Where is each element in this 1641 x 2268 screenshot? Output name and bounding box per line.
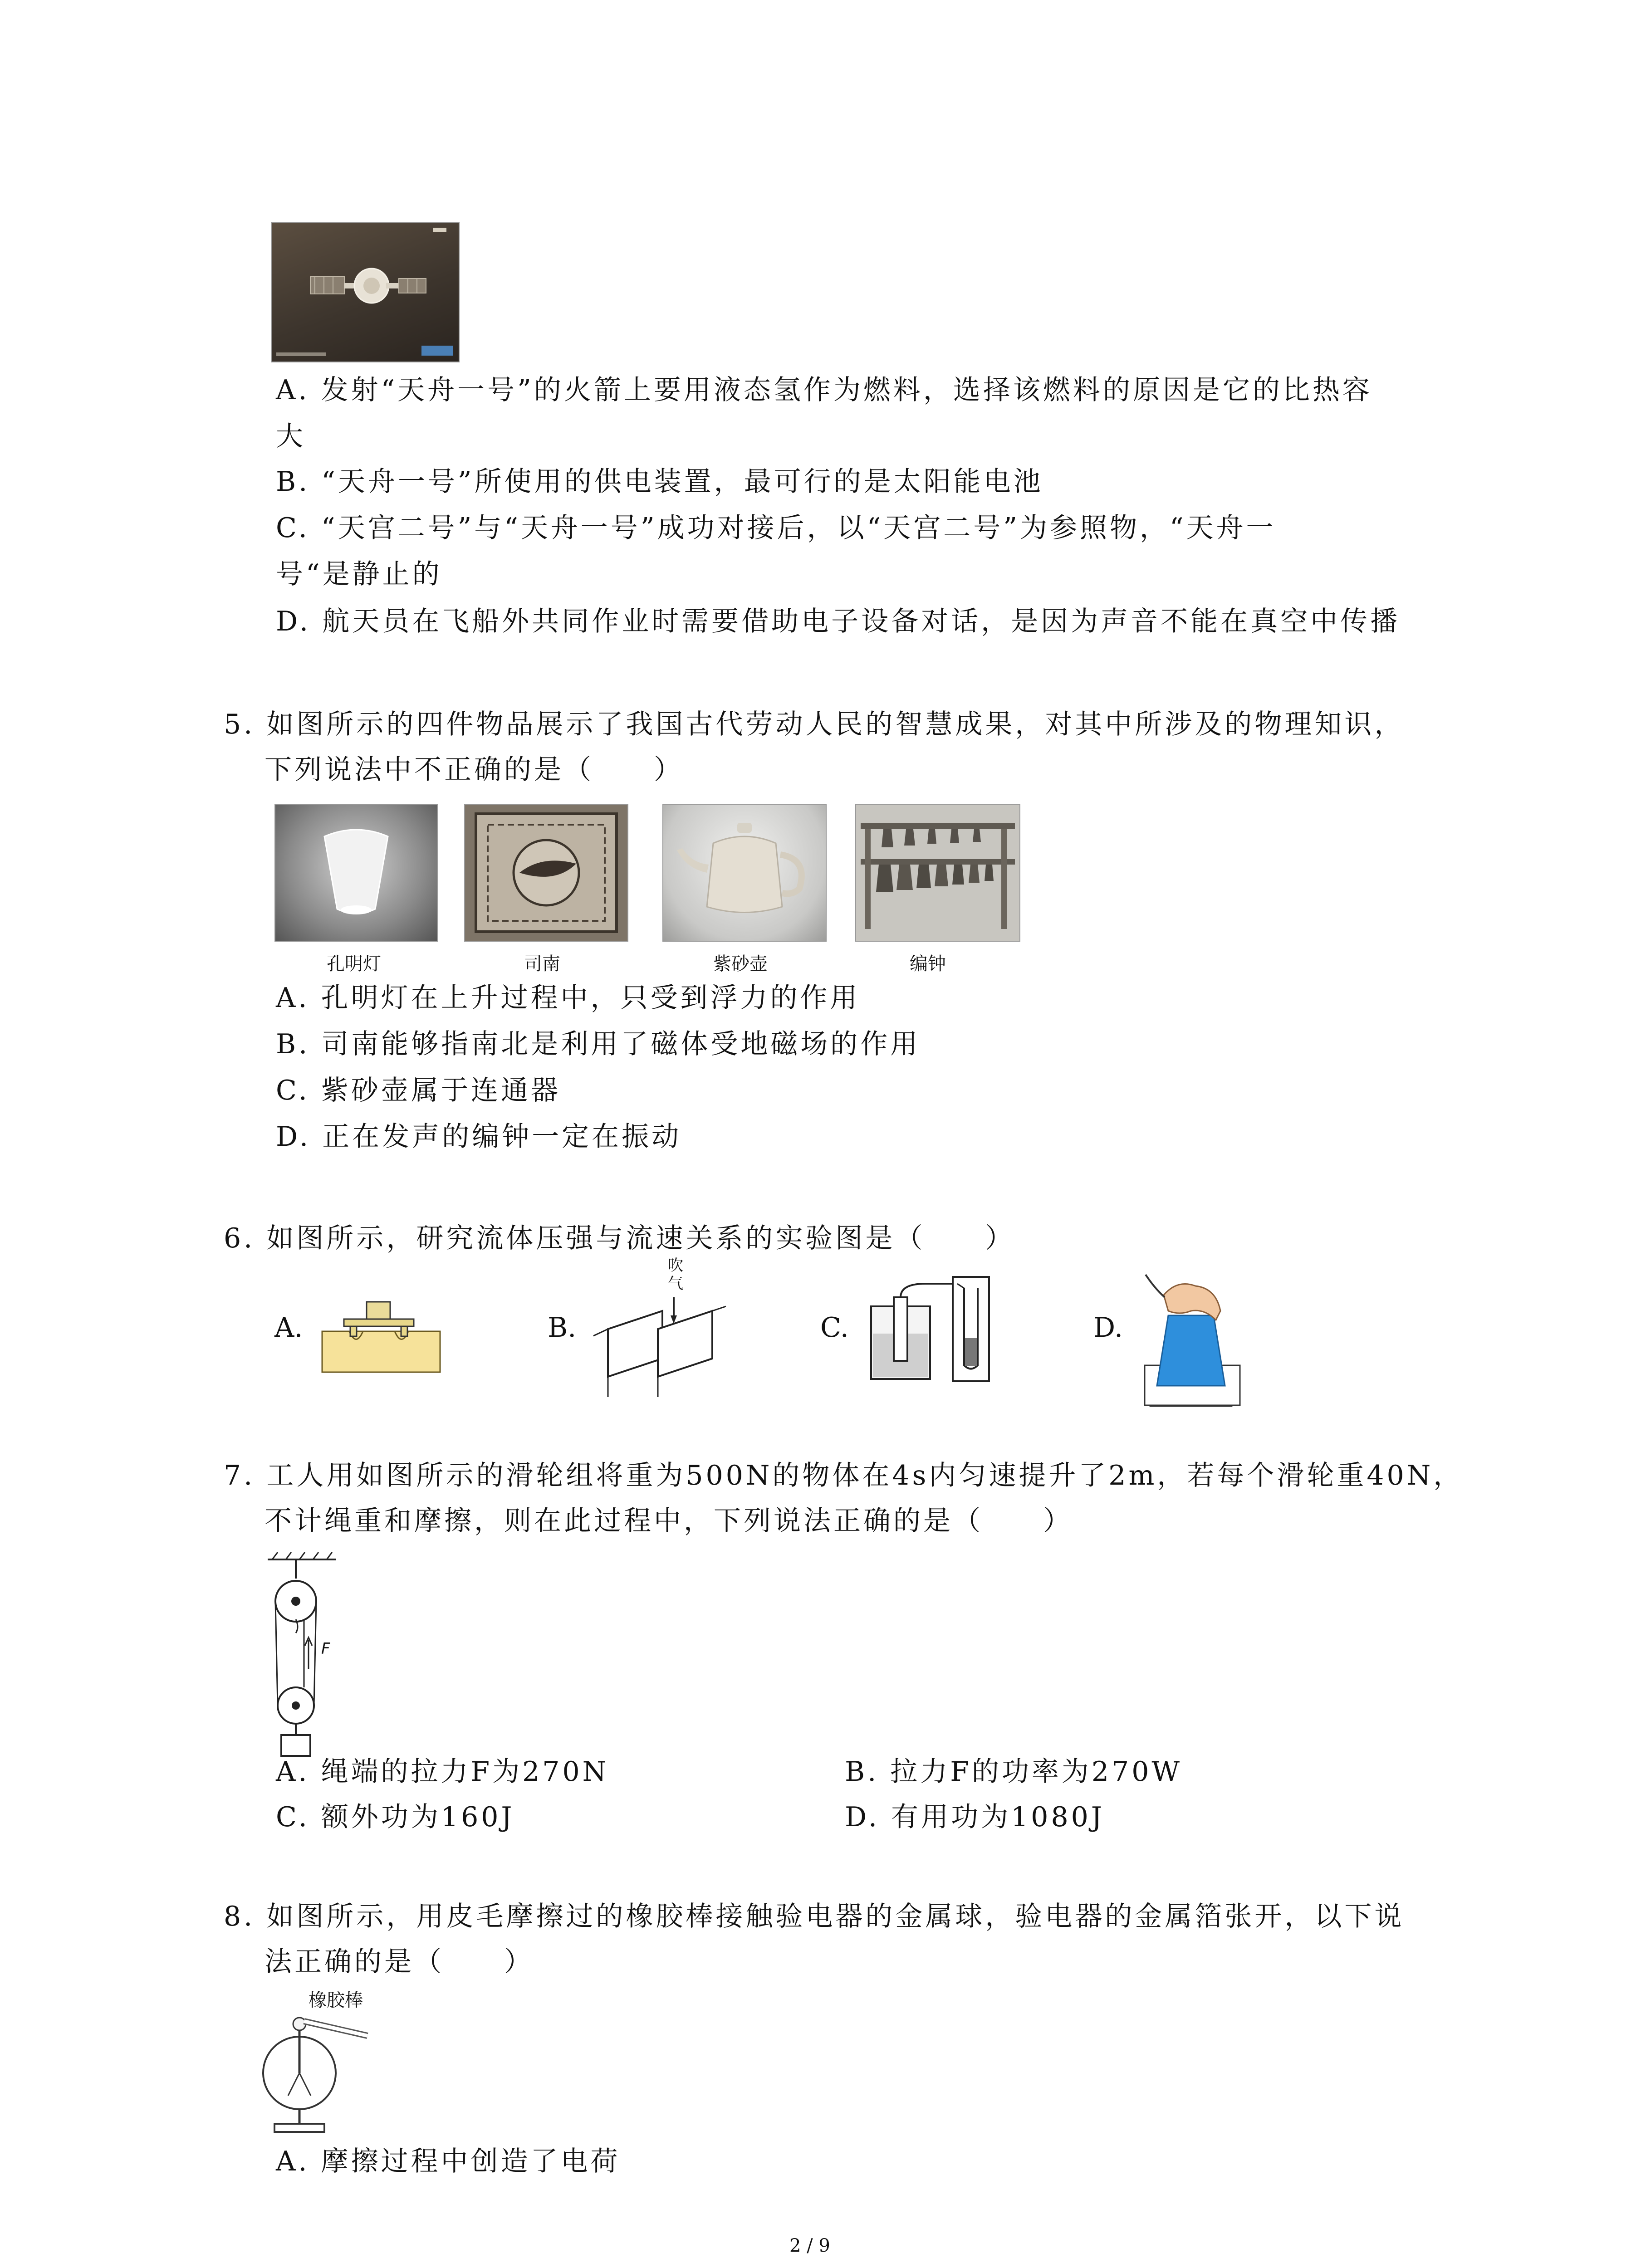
q7-stem-cont: 不计绳重和摩擦，则在此过程中，下列说法正确的是（ ） xyxy=(265,1505,1073,1537)
kongming-lantern-photo xyxy=(274,804,438,942)
q6-label-d: D. xyxy=(1093,1312,1123,1344)
q5-option-a: A. 孔明灯在上升过程中，只受到浮力的作用 xyxy=(276,982,860,1014)
q6-figure-d-cup xyxy=(1136,1270,1245,1406)
q7-option-c: C. 额外功为160J xyxy=(276,1801,515,1833)
chime-bells-drawing xyxy=(856,805,1019,941)
q4-option-b: B. “天舟一号”所使用的供电装置，最可行的是太阳能电池 xyxy=(276,466,1043,498)
q6-label-a: A. xyxy=(274,1312,303,1344)
chime-bells-photo xyxy=(855,804,1020,942)
lantern-drawing xyxy=(275,805,437,941)
q5-stem-cont: 下列说法中不正确的是（ ） xyxy=(265,754,684,786)
caption-teapot: 紫砂壶 xyxy=(713,953,768,974)
q7-option-d: D. 有用功为1080J xyxy=(845,1801,1105,1833)
q6-blow-label: 吹气 xyxy=(668,1256,683,1293)
q8-rod-label: 橡胶棒 xyxy=(309,1990,363,2011)
q5-option-c: C. 紫砂壶属于连通器 xyxy=(276,1075,561,1106)
sinan-drawing xyxy=(465,805,627,941)
q4-option-a: A. 发射“天舟一号”的火箭上要用液态氢作为燃料，选择该燃料的原因是它的比热容 xyxy=(276,374,1372,406)
q4-option-c-cont: 号“是静止的 xyxy=(276,558,442,590)
q4-option-a-cont: 大 xyxy=(276,420,306,452)
q4-option-c: C. “天宫二号”与“天舟一号”成功对接后，以“天宫二号”为参照物，“天舟一 xyxy=(276,512,1276,544)
caption-chime-bells: 编钟 xyxy=(910,953,946,974)
teapot-photo xyxy=(662,804,827,942)
caption-sinan: 司南 xyxy=(524,953,560,974)
q6-label-b: B. xyxy=(548,1312,577,1344)
q6-figure-a-pressure xyxy=(318,1293,445,1374)
q5-stem: 5. 如图所示的四件物品展示了我国古代劳动人民的智慧成果，对其中所涉及的物理知识， xyxy=(224,709,1405,740)
q8-electroscope-figure xyxy=(256,2005,374,2141)
q6-figure-b-paper-sheets xyxy=(590,1261,735,1406)
spacecraft-drawing xyxy=(272,223,459,362)
page-number: 2 / 9 xyxy=(789,2235,830,2256)
q7-option-a: A. 绳端的拉力F为270N xyxy=(276,1756,609,1788)
caption-kongming-lantern: 孔明灯 xyxy=(327,953,381,974)
q8-stem-cont: 法正确的是（ ） xyxy=(265,1946,534,1978)
q5-option-d: D. 正在发声的编钟一定在振动 xyxy=(276,1121,682,1153)
q7-force-label: F xyxy=(321,1640,330,1658)
spacecraft-photo xyxy=(271,222,460,362)
q5-option-b: B. 司南能够指南北是利用了磁体受地磁场的作用 xyxy=(276,1028,921,1060)
q6-label-c: C. xyxy=(820,1312,849,1344)
sinan-compass-photo xyxy=(464,804,628,942)
q6-stem: 6. 如图所示，研究流体压强与流速关系的实验图是（ ） xyxy=(224,1222,1015,1254)
q4-option-d: D. 航天员在飞船外共同作业时需要借助电子设备对话，是因为声音不能在真空中传播 xyxy=(276,606,1401,637)
teapot-drawing xyxy=(663,805,826,941)
q7-option-b: B. 拉力F的功率为270W xyxy=(845,1756,1183,1788)
q6-figure-c-pressure-gauge xyxy=(862,1270,998,1388)
q7-stem: 7. 工人用如图所示的滑轮组将重为500N的物体在4s内匀速提升了2m，若每个滑轮重40N， xyxy=(224,1460,1464,1491)
q8-stem: 8. 如图所示，用皮毛摩擦过的橡胶棒接触验电器的金属球，验电器的金属箔张开，以下说 xyxy=(224,1901,1405,1932)
q8-option-a: A. 摩擦过程中创造了电荷 xyxy=(276,2146,621,2177)
q7-pulley-figure xyxy=(263,1551,354,1769)
